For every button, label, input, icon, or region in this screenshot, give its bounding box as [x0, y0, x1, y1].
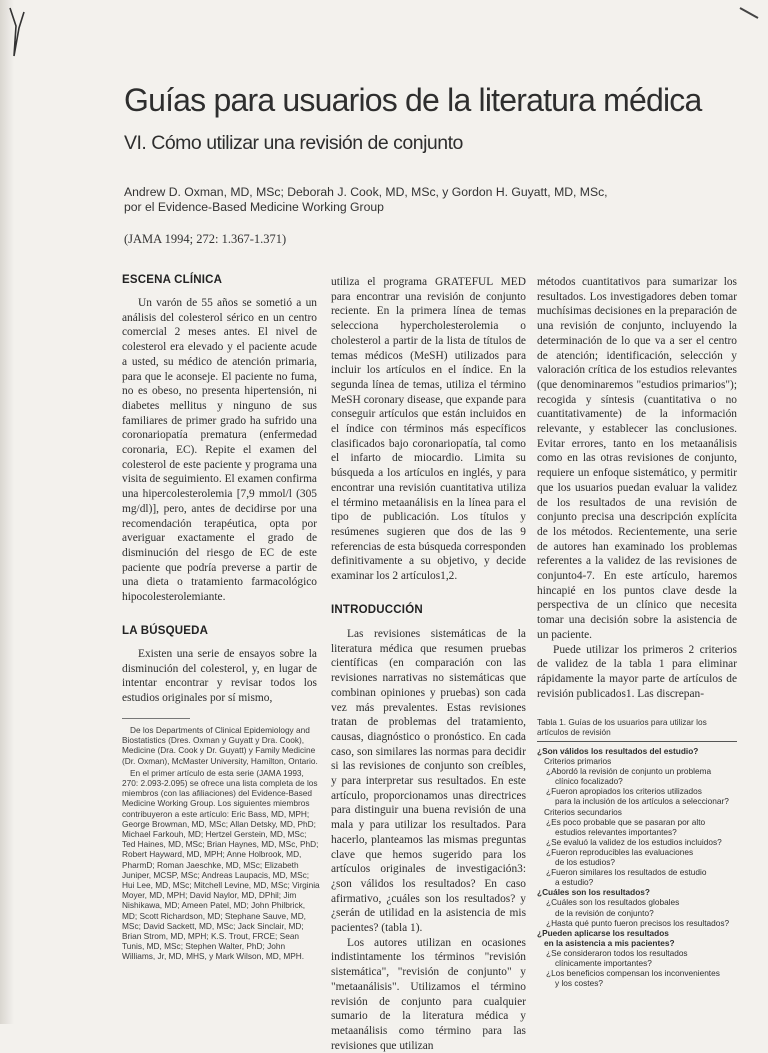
- table-row: ¿Hasta qué punto fueron precisos los resultados?: [546, 917, 730, 928]
- table-row: ¿Son válidos los resultados del estudio?: [537, 746, 699, 756]
- heading-introduccion: INTRODUCCIÓN: [331, 604, 423, 616]
- table-row: ¿Cuáles son los resultados globales: [546, 897, 680, 908]
- table-row: clínicamente importantes?: [555, 957, 652, 968]
- table-row: estudios relevantes importantes?: [555, 826, 677, 837]
- table-row: Criterios primarios: [544, 756, 612, 767]
- table-row: ¿Cuáles son los resultados?: [537, 887, 650, 898]
- footnote-rule: [122, 718, 190, 719]
- authors-line-2: por el Evidence-Based Medicine Working Group: [124, 200, 384, 214]
- page-edge-shadow: [0, 0, 14, 1024]
- table-rule: [537, 741, 737, 742]
- scan-mark-icon: [6, 6, 26, 58]
- table-row: de la revisión de conjunto?: [555, 907, 654, 918]
- table-1-caption: Tabla 1. Guías de los usuarios para utilizar los artículos de revisión: [537, 717, 707, 737]
- table-row: ¿Se consideraron todos los resultados: [546, 947, 688, 958]
- authors: [124, 185, 744, 215]
- article-subtitle: VI. Cómo utilizar una revisión de conjunto: [124, 132, 463, 154]
- heading-la-busqueda: LA BÚSQUEDA: [122, 625, 209, 637]
- table-row: para la inclusión de los artículos a seleccionar?: [555, 796, 729, 807]
- citation: (JAMA 1994; 272: 1.367-1.371): [124, 232, 287, 246]
- introduccion-paragraph-1: Las revisiones sistemáticas de la literatura médica que resumen pruebas científicas (en comparación con las revisiones narrativas no sistemáticas que combinan opiniones y pruebas) son cada vez más prevalentes. Estas revisiones tratan de problemas del tratamiento, causas, diagnóstico o pronóstico. En cada caso, son similares las normas para decidir si las revisiones de conjunto son creíbles, y para interpretar sus resultados. En este artículo, proporcionamos unas directrices para distinguir una buena revisión de una mala y para utilizar los resultados. Para hacerlo, planteamos las mismas preguntas clave que hemos sugerido para los artículos originales de investigación3: ¿son válidos los resultados? En caso afirmativo, ¿cuáles son los resultados? y ¿serán de utilidad en la asistencia de mis pacientes? (tabla 1).: [331, 628, 526, 935]
- busqueda-continuation: utiliza el programa GRATEFUL MED para encontrar una revisión de conjunto reciente. En la primera línea de temas selecciona hypercholesterolemia o cholesterol a partir de la lista de títulos de temas médicos (MeSH) utilizados para incluir los artículos en el índice. En la segunda línea de temas, utiliza el término MeSH coronary disease, que expande para conseguir artículos que están incluidos en el índice con términos más específicos clasificados bajo coronariopatía, tal como el infarto de miocardio. Limita su búsqueda a los artículos en inglés, y para encontrar una revisión cuantitativa utiliza el término metaanálisis en la línea para el tipo de publicación. Los títulos y resúmenes sugieren que dos de las 9 referencias de esta búsqueda corresponden definitivamente a su objetivo, y decide examinar los 2 artículos1,2.: [331, 276, 526, 583]
- escena-clinica-text: [122, 296, 317, 605]
- footnote-members: En el primer artículo de esta serie (JAMA 1993, 270: 2.093-2.095) se ofrece una lista completa de los miembros (con las afiliaciones) del Evidence-Based Medicine Working Group. Los siguientes miembros contribuyeron a este artículo: Eric Bass, MD, MPH; George Browman, MD, MSc; Allan Detsky, MD, PhD; Michael Farkouh, MD; Hertzel Gerstein, MD, MSc; Ted Haines, MD, MSc; Brian Haynes, MD, MSc, PhD; Robert Hayward, MD, MPH; Anne Holbrook, MD, PharmD; Roman Jaeschke, MD, MSc; Elizabeth Juniper, MCSP, MSc; Andreas Laupacis, MD, MSc; Hui Lee, MD, MSc; Mitchell Levine, MD, MSc; Virginia Moyer, MD, MPH; David Naylor, MD, DPhil; Jim Nishikawa, MD; Ameen Patel, MD; John Philbrick, MD; Scott Richardson, MD; Stephane Sauve, MD, MSc; David Sackett, MD, MSc; Jack Sinclair, MD; Brian Strom, MD, MPH; K.S. Trout, FRCE; Sean Tunis, MD, MSc; Stephen Walter, PhD; John Williams, Jr, MD, MHS, y Mark Wilson, MD, MPH.: [122, 767, 320, 962]
- column-3-paragraph-2: Puede utilizar los primeros 2 criterios de validez de la tabla 1 para eliminar rápidamente la mayor parte de artículos de revisión publicados1. Las discrepan-: [537, 643, 737, 700]
- scan-mark-icon-right: [738, 6, 760, 20]
- article-title: Guías para usuarios de la literatura médica: [124, 82, 702, 118]
- escena-clinica-paragraph: Un varón de 55 años se sometió a un análisis del colesterol sérico en un centro comercial 2 meses antes. El nivel de colesterol era elevado y el paciente acude a usted, su médico de atención primaria, para que le aconseje. El paciente no fuma, no es obeso, no presenta hipertensión, ni diabetes mellitus y ninguno de sus familiares de primer grado ha sufrido una coronariopatía prematura (enfermedad coronaria, EC). Repite el examen del colesterol de este paciente y programa una visita de seguimiento. El examen confirma una hipercolesterolemia [7,9 mmol/l (305 mg/dl)], pero, antes de decidirse por una recomendación terapéutica, opta por averiguar exactamente el grado de disminución del riesgo de EC de este paciente que podría preverse a partir de una dieta o tratamiento farmacológico hipocolesterolemiante.: [122, 297, 317, 604]
- footnote-affiliations: De los Departments of Clinical Epidemiology and Biostatistics (Dres. Oxman y Guyatt y Dra. Cook), Medicine (Dra. Cook y Dr. Guyatt) y Family Medicine (Dr. Oxman), McMaster University, Hamilton, Ontario.: [122, 725, 318, 766]
- table-row: de los estudios?: [555, 857, 615, 868]
- table-row: ¿Se evaluó la validez de los estudios incluidos?: [546, 836, 722, 847]
- la-busqueda-text: [122, 647, 317, 706]
- table-row: a estudio?: [555, 877, 594, 888]
- table-row: ¿Los beneficios compensan los inconvenientes: [546, 968, 720, 979]
- introduccion-paragraph-2: Los autores utilizan en ocasiones indistintamente los términos "revisión sistemática", "revisión de conjunto" y "metaanálisis". Utilizamos el término revisión de conjunto para cualquier sumario de la literatura médica y metaanálisis como término para las revisiones que utilizan: [331, 936, 526, 1052]
- la-busqueda-paragraph: Existen una serie de ensayos sobre la disminución del colesterol, y, en lugar de intentar encontrar y revisar todos los estudios originales por sí mismo,: [122, 648, 317, 705]
- column-2-text: [331, 275, 526, 584]
- table-row: ¿Fueron apropiados los criterios utilizados: [546, 786, 702, 797]
- authors-line-1: Andrew D. Oxman, MD, MSc; Deborah J. Cook, MD, MSc, y Gordon H. Guyatt, MD, MSc,: [124, 185, 608, 199]
- column-3-text: [537, 275, 737, 701]
- table-row: ¿Es poco probable que se pasaran por alto: [546, 816, 706, 827]
- table-row: Criterios secundarios: [544, 806, 622, 817]
- table-row: y los costes?: [555, 978, 603, 989]
- table-1-list: [537, 746, 747, 988]
- table-row: ¿Fueron reproducibles las evaluaciones: [546, 846, 694, 857]
- footnote: [122, 725, 320, 964]
- table-row: ¿Pueden aplicarse los resultados: [537, 927, 669, 938]
- heading-escena-clinica: ESCENA CLÍNICA: [122, 274, 223, 286]
- table-row: ¿Fueron similares los resultados de estudio: [546, 867, 707, 878]
- table-row: en la asistencia a mis pacientes?: [544, 937, 675, 948]
- column-3-paragraph-1: métodos cuantitativos para sumarizar los resultados. Los investigadores deben tomar muchísimas decisiones en la preparación de una revisión de conjunto, incluyendo la determinación de lo que va a ser el centro de atención; identificación, selección y valoración crítica de los estudios relevantes (que denominaremos "estudios primarios"); recogida y síntesis (cuantitativa o no cuantitativamente) de la información relevante, y establecer las conclusiones. Evitar errores, tanto en los metaanálisis como en las otras revisiones de conjunto, requiere un enfoque sistemático, y permitir que los usuarios puedan evaluar la validez de los resultados de una revisión de conjunto precisa una descripción explícita de los métodos. Recientemente, una serie de autores han examinado los problemas referentes a la validez de las revisiones de conjunto4-7. En este artículo, haremos hincapié en los puntos clave desde la perspectiva de un clínico que necesita tomar una decisión sobre la asistencia de un paciente.: [537, 276, 737, 641]
- table-row: clínico focalizado?: [555, 776, 623, 787]
- introduccion-text: [331, 627, 526, 1053]
- table-row: ¿Abordó la revisión de conjunto un problema: [546, 766, 712, 777]
